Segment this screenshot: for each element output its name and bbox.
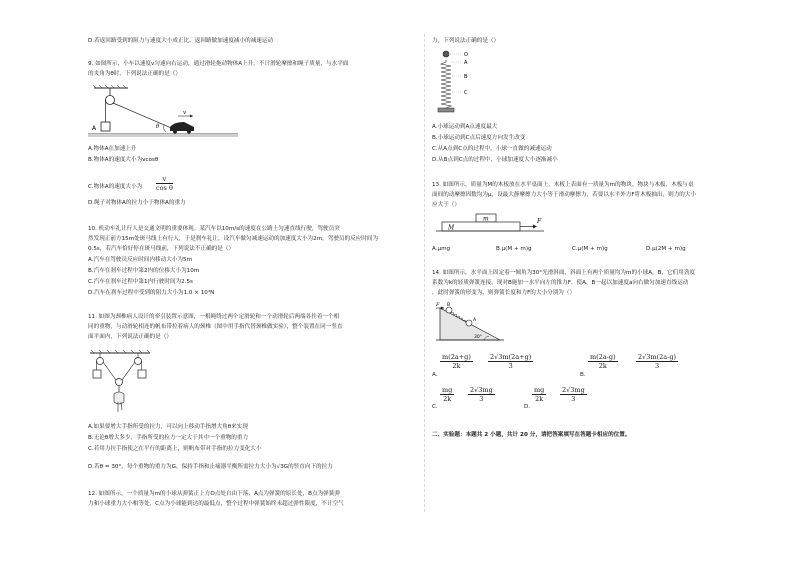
q14-option-c-f1-num: mg [442, 386, 453, 394]
q12-spring-figure [436, 48, 476, 120]
q13-stem-line2: 面间的动摩擦因数均为μ，设最大静摩擦力大小等于滑动摩擦力，若要以水平外力F将木板抽出，则力的大小 [432, 192, 697, 198]
q14-option-b-fraction-2 [636, 353, 678, 370]
q14-stem-line2: 系数为k的轻质弹簧连接，现对B施加一水平向左的推力F，使A，B一起以加速度a向右做匀加速直线运动 [432, 280, 689, 286]
q14-label-angle: 30° [474, 335, 482, 340]
q13-option-d: D.μ(2M + m)g [646, 246, 686, 252]
q13-label-big-m: M [448, 224, 455, 232]
q14-stem-line3: ，此时弹簧的形变为，则弹簧长度和力F的大小分别为（） [432, 290, 576, 296]
q14-label-f: F [436, 302, 440, 308]
q14-option-a-fraction-2 [488, 353, 533, 370]
q11-stem-line2: 同的重物，与动滑轮相连的帆布带拉着病人的颈椎（图中用手指代替颈椎做实验），整个装置在同一竖直 [88, 324, 343, 330]
q14-stem-line1: 14. 如图所示，水平面上固定着一倾角为30°光滑斜面，斜面上有两个质量均为m的小球A，B，它们用劲度 [432, 270, 696, 276]
q14-option-b-f2-num: 2√3m(2a-g) [638, 353, 677, 361]
q10-stem-line3: 0.5s，若汽车恰好停在斑马线前，下列说法不正确的是（） [88, 246, 235, 252]
q11-option-d: D.若θ = 30°，每个重物的重力为G，保持手指和止痛器平衡所需拉力大小为√3G的竖直向下的拉力 [88, 464, 333, 470]
q9-option-b: B.物体A的速度大小为vcosθ [88, 157, 159, 163]
q13-option-a: A.μmg [432, 246, 451, 252]
q14-option-c-f2-num: 2√3mg [470, 386, 493, 394]
q14-option-a-f1-den: 2k [452, 362, 461, 370]
q12-label-a: A [464, 60, 468, 66]
q14-option-d-f2-den: 3 [571, 395, 576, 403]
q12-label-c: C [464, 90, 468, 96]
q14-option-b-f2-den: 3 [654, 362, 660, 370]
q9-label-theta: θ [156, 124, 160, 130]
q14-option-d-label: D. [524, 404, 531, 410]
q13-option-c: C.μ(M + m)g [572, 246, 608, 252]
q9-label-v: v [183, 110, 187, 116]
q11-traction-figure [88, 350, 168, 420]
q8-option-d: D.若返回路受到的阻力与速度大小成正比，返回路做加速度减小的减速运动 [88, 38, 274, 44]
q14-option-c-fraction-1 [440, 386, 454, 403]
q14-option-d-f1-num: mg [534, 386, 545, 394]
q13-option-b: B.μ(M + m)g [496, 246, 532, 252]
q14-option-b-label: B. [580, 372, 586, 378]
q14-label-b: B [447, 303, 451, 308]
q9-option-c-numerator: v [156, 175, 173, 184]
q14-option-b-f1-den: 2k [598, 362, 607, 370]
q12-stem-line1: 12. 如图所示，一个质量为m的小球从弹簧正上方O点处自由下落，A点为弹簧的原长处，B点为弹簧弹 [88, 491, 340, 497]
q10-option-a: A.汽车在驾驶员反应时间内移动大小为5m [88, 257, 193, 263]
q14-option-a-f1-num: m(2a+g) [442, 353, 471, 361]
q13-block-figure [436, 210, 546, 240]
q12-label-b: B [464, 74, 468, 80]
q14-option-d-fraction-1 [532, 386, 546, 403]
section-2-heading: 二、实验题：本题共 2 小题，共计 20 分，请把答案填写在答题卡相应的位置。 [432, 432, 631, 438]
q14-option-a-fraction-1 [440, 353, 473, 370]
q14-label-a: A [473, 318, 477, 323]
column-divider [424, 34, 425, 512]
q10-stem-line1: 10. 机动车礼让行人是交通文明的重要体现。某汽车以10m/s的速度在公路上匀速直线行驶，驾驶员突 [88, 226, 340, 232]
q14-option-a-f2-den: 3 [508, 362, 513, 370]
q10-stem-line2: 然发现正前方15m处斑马线上有行人，于是刹车礼让，设汽车做匀减速运动的加速度大小为2m，驾驶员的反应时间为 [88, 236, 379, 242]
q12-stem-line2: 力和小球重力大小相等处，C点为小球能到达的最低点，整个过程中弹簧始终未超过弹性限度，不计空气 [88, 501, 344, 507]
q12-stem-continued: 力，下列说法正确的是（） [432, 38, 500, 44]
q9-stem-line1: 9. 如图所示，小车以速度v匀速向右运动，通过滑轮拖动物体A上升，不计滑轮摩擦和绳子质量，与水平面 [88, 61, 349, 67]
q9-option-c-denominator: cos θ [156, 184, 173, 192]
q12-option-c: C.从A点到C点的过程中，小球一直做的减速运动 [432, 146, 552, 152]
q10-option-d: D.汽车在刹车过程中受到的阻力大小为1.0 × 10⁴N [88, 290, 215, 296]
q13-label-f: F [537, 218, 542, 225]
q9-option-d: D.绳子对物体A的拉力小于物体A的重力 [88, 200, 186, 206]
q13-stem-line1: 13. 如图所示，质量为M的木板放在水平桌面上，木板上表面有一质量为m的物块，物块与木板、木板与桌 [432, 182, 694, 188]
q9-label-a: A [92, 125, 97, 132]
q14-option-c-fraction-2 [468, 386, 495, 403]
q9-option-c-fraction [156, 175, 173, 192]
q12-option-d: D.从B点到C点的过程中，小球加速度大小逐渐减小 [432, 157, 558, 163]
q14-option-b-fraction-1 [588, 353, 618, 370]
q14-incline-figure [436, 302, 506, 344]
q9-option-a: A.物体A在加速上升 [88, 146, 137, 152]
q11-stem-line1: 11. 如图为颈椎病人设计的牵引装置示意图，一根绳绕过两个定滑轮和一个动滑轮后两端各挂着一个相 [88, 314, 340, 320]
q14-option-b-f1-num: m(2a-g) [590, 353, 616, 361]
q12-option-a: A.小球运动到A点速度最大 [432, 124, 498, 130]
q13-stem-line3: 应大于（） [432, 202, 460, 208]
q13-label-m: m [483, 215, 489, 223]
q14-option-c-label: C. [432, 404, 438, 410]
q11-option-b: B.无论θ增大多少，手指所受的拉力一定大于其中一个重物的重力 [88, 435, 249, 441]
q12-option-b: B.小球运动到C点后速度方向发生改变 [432, 135, 526, 141]
q14-option-a-f2-num: 2√3m(2a+g) [490, 353, 532, 361]
q11-stem-line3: 面平面内，下列说法正确的是（） [88, 334, 172, 340]
q14-option-c-f1-den: 2k [443, 395, 452, 403]
q10-option-b: B.汽车在刹车过程中第2内的位移大小为10m [88, 268, 200, 274]
q11-option-c: C.若用力拉手指使之在平行的距离上，则帆布带对手指的拉力变化大小 [88, 446, 262, 452]
q11-option-a: A.如果要增大手指所受的拉力，可以向上移动手指增大角θ来实现 [88, 424, 248, 430]
q14-option-a-label: A. [432, 372, 438, 378]
q14-option-d-f2-num: 2√3mg [562, 386, 585, 394]
q9-pulley-car-figure [88, 84, 238, 144]
q9-stem-line2: 的夹角为θ时，下列说法正确的是（） [88, 71, 181, 77]
q14-option-d-f1-den: 2k [535, 395, 544, 403]
q14-option-d-fraction-2 [560, 386, 587, 403]
q10-option-c: C.汽车在刹车过程中第1内行驶时间为2.5s [88, 279, 193, 285]
q14-option-c-f2-den: 3 [479, 395, 484, 403]
q12-label-o: O [464, 52, 468, 58]
q9-option-c: C.物体A的速度大小为 [88, 184, 143, 190]
